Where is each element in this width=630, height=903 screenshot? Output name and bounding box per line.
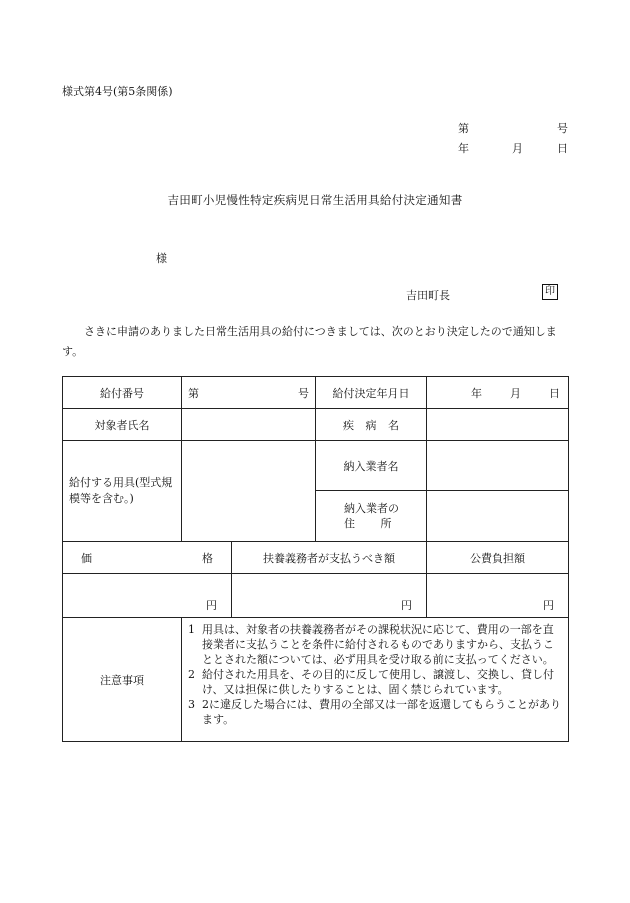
- form-number: 様式第4号(第5条関係): [62, 85, 173, 98]
- notice-body: さきに申請のありました日常生活用具の給付につきましては、次のとおり決定したので通知します。: [62, 325, 557, 358]
- decision-day: 日: [549, 386, 560, 400]
- table-row: [63, 618, 569, 742]
- price-value: [63, 574, 232, 618]
- note-item-1: [188, 622, 562, 667]
- supplier-address-value: [427, 491, 569, 542]
- note-number: 2: [188, 668, 195, 681]
- guardian-payment-label: 扶養義務者が支払うべき額: [232, 542, 427, 574]
- disease-name-label: 疾 病 名: [316, 409, 427, 441]
- note-item-3: [188, 697, 562, 727]
- price-label-char1: 価: [81, 551, 92, 565]
- table-row: [63, 542, 569, 574]
- supplier-name-label: 納入業者名: [316, 441, 427, 491]
- addressee-suffix: 様: [156, 252, 167, 265]
- notes-label: 注意事項: [63, 618, 182, 742]
- price-yen: 円: [206, 599, 217, 612]
- note-number: 1: [188, 623, 195, 636]
- decision-year: 年: [471, 386, 482, 400]
- disease-name-value: [427, 409, 569, 441]
- subject-name-label: 対象者氏名: [63, 409, 182, 441]
- number-suffix: 号: [557, 122, 568, 135]
- decision-date-label: 給付決定年月日: [316, 377, 427, 409]
- decision-month: 月: [510, 386, 521, 400]
- table-row: [63, 441, 569, 491]
- decision-date-cell: [427, 377, 569, 409]
- supplier-address-label-line2: 住 所: [344, 517, 392, 530]
- guardian-payment-yen: 円: [401, 599, 412, 612]
- supplier-name-value: [427, 441, 569, 491]
- notes-cell: [182, 618, 569, 742]
- price-label-char2: 格: [202, 551, 213, 565]
- grant-details-table: [62, 376, 569, 742]
- note-item-2: [188, 667, 562, 697]
- subject-name-value: [182, 409, 316, 441]
- table-row: [63, 574, 569, 618]
- supplier-address-label: [316, 491, 427, 542]
- public-burden-label: 公費負担額: [427, 542, 569, 574]
- note-text: 給付された用具を、その目的に反して使用し、譲渡し、交換し、貸し付け、又は担保に供したりすることは、固く禁じられています。: [202, 668, 554, 696]
- public-burden-yen: 円: [543, 599, 554, 612]
- note-text: 用具は、対象者の扶養義務者がその課税状況に応じて、費用の一部を直接業者に支払うことを条件に給付されるものでありますから、支払うこととされた額については、必ず用具を受け取る前に支払ってください。: [202, 623, 554, 666]
- guardian-payment-value: [232, 574, 427, 618]
- grant-no-prefix: 第: [188, 386, 199, 400]
- number-prefix: 第: [458, 122, 469, 135]
- date-month: 月: [512, 142, 523, 155]
- equipment-value: [182, 441, 316, 542]
- document-title: 吉田町小児慢性特定疾病児日常生活用具給付決定通知書: [167, 193, 463, 207]
- grant-no-label: 給付番号: [63, 377, 182, 409]
- issuer-name: 吉田町長: [406, 289, 450, 302]
- supplier-address-label-line1: 納入業者の: [344, 502, 399, 515]
- note-text: 2に違反した場合には、費用の全部又は一部を返還してもらうことがあります。: [202, 698, 561, 726]
- date-year: 年: [458, 142, 469, 155]
- seal-mark: 印: [542, 284, 558, 300]
- table-row: [63, 377, 569, 409]
- price-label: [63, 542, 232, 574]
- equipment-label: 給付する用具(型式規模等を含む。): [63, 441, 182, 542]
- table-row: [63, 409, 569, 441]
- note-number: 3: [188, 698, 195, 711]
- date-day: 日: [557, 142, 568, 155]
- public-burden-value: [427, 574, 569, 618]
- grant-no-cell: [182, 377, 316, 409]
- grant-no-suffix: 号: [298, 386, 309, 400]
